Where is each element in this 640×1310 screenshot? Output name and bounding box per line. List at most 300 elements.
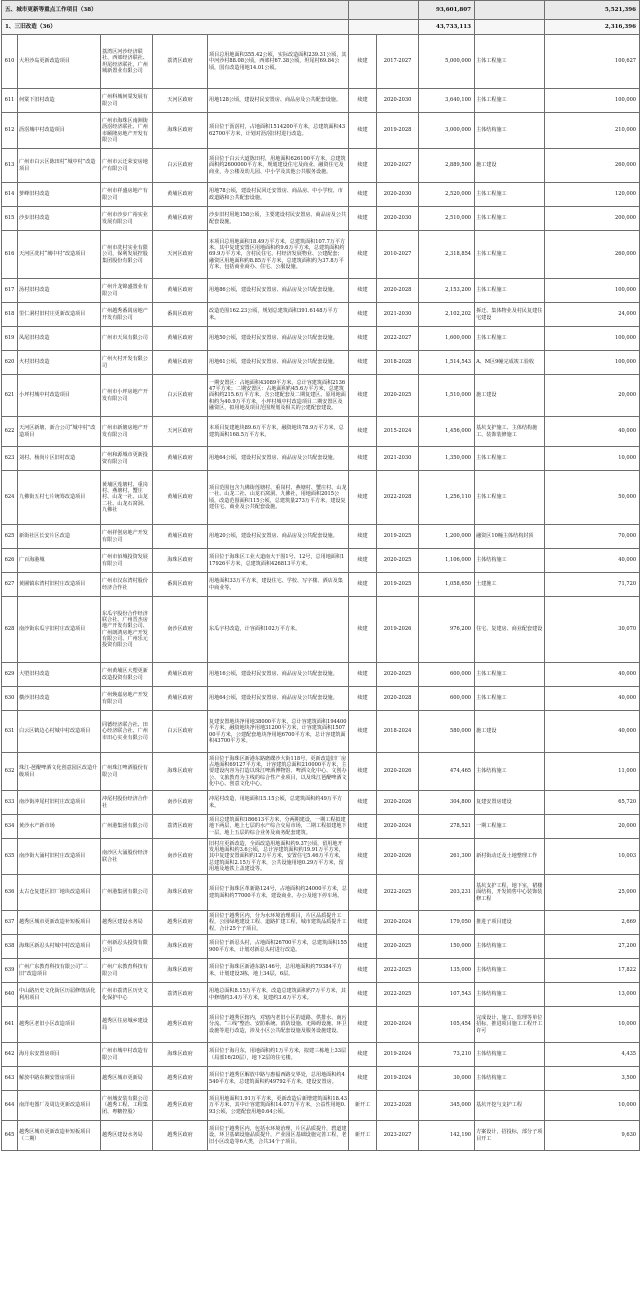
planned-investment: 40,000 bbox=[545, 711, 640, 753]
project-name: 黄圃镇东湾村旧村庄改造项目 bbox=[18, 573, 101, 597]
project-name: 汤村旧村改造 bbox=[18, 279, 101, 303]
project-number: 625 bbox=[2, 525, 18, 549]
project-description: 用地64公顷，建设村民安置房、商品房及公共配套设施。 bbox=[208, 447, 349, 471]
total-investment: 5,000,000 bbox=[419, 35, 475, 89]
project-name: 大坦沙岛更新改造项目 bbox=[18, 35, 101, 89]
section-total: 93,601,807 bbox=[419, 1, 475, 20]
construction-period: 2019-2025 bbox=[377, 573, 419, 597]
planned-investment: 71,720 bbox=[545, 573, 640, 597]
total-investment: 1,350,000 bbox=[419, 447, 475, 471]
project-name: 越秀区城市更新改造补短板项目（二期） bbox=[18, 1121, 101, 1151]
project-number: 618 bbox=[2, 303, 18, 327]
project-status: 续建 bbox=[349, 959, 377, 983]
progress-target: 主体结构施工 bbox=[475, 549, 545, 573]
progress-target: 主体结构施工 bbox=[475, 959, 545, 983]
project-status: 续建 bbox=[349, 597, 377, 663]
construction-period: 2020-2026 bbox=[377, 839, 419, 875]
progress-target: 主体结构施工 bbox=[475, 753, 545, 791]
planned-investment: 11,000 bbox=[545, 753, 640, 791]
project-number: 636 bbox=[2, 875, 18, 911]
construction-period: 2019-2025 bbox=[377, 525, 419, 549]
project-number: 612 bbox=[2, 113, 18, 149]
project-name: 解放中路东侧安置房项目 bbox=[18, 1067, 101, 1091]
planned-investment: 17,822 bbox=[545, 959, 640, 983]
construction-period: 2018-2024 bbox=[377, 711, 419, 753]
project-status: 续建 bbox=[349, 1007, 377, 1043]
project-description: 沙步旧村用地158公顷，主要建设村民安置房、商品房及公共配套设施。 bbox=[208, 207, 349, 231]
responsible-government: 番禺区政府 bbox=[153, 573, 208, 597]
project-unit: 广州火村开发有限公司 bbox=[101, 351, 153, 375]
table-row bbox=[2, 471, 640, 525]
project-description: 项目用地面积1.91万平方米，更新改造后新增建筑面积18.43万平方米，其中计容建筑面积14.07万平方米，公益性用地0.93公顷，公建配套用地0.64公顷。 bbox=[208, 1091, 349, 1121]
total-investment: 580,000 bbox=[419, 711, 475, 753]
table-row bbox=[2, 711, 640, 753]
project-number: 644 bbox=[2, 1091, 18, 1121]
subsection-title: 1、三旧改造（36） bbox=[2, 20, 349, 35]
project-unit: 广州市汉东湾村股份经济合作社 bbox=[101, 573, 153, 597]
project-number: 643 bbox=[2, 1067, 18, 1091]
project-name: 南洋电器厂及周边更新改造项目 bbox=[18, 1091, 101, 1121]
construction-period: 2023-2028 bbox=[377, 1091, 419, 1121]
responsible-government: 黄埔区政府 bbox=[153, 279, 208, 303]
project-status: 续建 bbox=[349, 35, 377, 89]
project-number: 620 bbox=[2, 351, 18, 375]
progress-target: 主体工程施工 bbox=[475, 183, 545, 207]
project-description: 旧村庄更新改造，全面改造用地面积约9.37公顷，留用地开发用地面积约3.6公顷，总计容建筑面积约19.91万平方米，其中复建安置面积约12万平方米，安置住宅5.46万平方米，总建筑面积2.15万平方米，公共设施用地0.29万平方米，留用地及地铁上盖建设等。 bbox=[208, 839, 349, 875]
construction-period: 2020-2025 bbox=[377, 935, 419, 959]
project-status: 续建 bbox=[349, 791, 377, 815]
project-status: 续建 bbox=[349, 1043, 377, 1067]
table-row bbox=[2, 1043, 640, 1067]
planned-investment: 10,000 bbox=[545, 1007, 640, 1043]
table-row bbox=[2, 351, 640, 375]
progress-target: 主体工程施工 bbox=[475, 279, 545, 303]
project-number: 641 bbox=[2, 1007, 18, 1043]
table-row bbox=[2, 207, 640, 231]
project-number: 642 bbox=[2, 1043, 18, 1067]
planned-investment: 10,000 bbox=[545, 1091, 640, 1121]
progress-target: 完成设计、施工、监理等单位招标，推进项目施工工程开工许可 bbox=[475, 1007, 545, 1043]
project-number: 639 bbox=[2, 959, 18, 983]
table-row bbox=[2, 35, 640, 89]
responsible-government: 越秀区政府 bbox=[153, 1007, 208, 1043]
total-investment: 1,106,000 bbox=[419, 549, 475, 573]
project-unit: 广州黄埔区大塱更新改造投资有限公司 bbox=[101, 663, 153, 687]
project-number: 631 bbox=[2, 711, 18, 753]
progress-target: 主体工程施工 bbox=[475, 35, 545, 89]
planned-investment: 40,000 bbox=[545, 417, 640, 447]
project-description: 一期安置区：占地面积43089平方米，总计容建筑面积213647平方米；二期安置区：占地面积约45.6万平方米，总建筑面积约215.6万平方米，含公建配套及二期复建区。原用地面积约为40.9万平方米，小坪村城中村改造项目二期安置区及融资区，拟用地及项目范围规划及相关的公建配套建设。 bbox=[208, 375, 349, 417]
project-description: 项目位于越秀区内，分为水环境治理项目，片区品质提升工程，公园绿地建设工程、道路扩建工程，城市建筑品质提升工程，合计25个子项目。 bbox=[208, 911, 349, 935]
construction-period: 2022-2028 bbox=[377, 471, 419, 525]
project-unit: 广州港集团有限公司 bbox=[101, 875, 153, 911]
planned-investment: 2,669 bbox=[545, 911, 640, 935]
total-investment: 1,514,543 bbox=[419, 351, 475, 375]
planned-investment: 50,000 bbox=[545, 471, 640, 525]
project-name: 越秀区老旧小区改造项目 bbox=[18, 1007, 101, 1043]
construction-period: 2018-2028 bbox=[377, 351, 419, 375]
table-row bbox=[2, 1091, 640, 1121]
planned-investment: 27,200 bbox=[545, 935, 640, 959]
planned-investment: 100,000 bbox=[545, 89, 640, 113]
project-status: 续建 bbox=[349, 207, 377, 231]
project-unit: 越秀区建设水务局 bbox=[101, 1121, 153, 1151]
progress-target: 主体结构施工 bbox=[475, 983, 545, 1007]
total-investment: 150,000 bbox=[419, 935, 475, 959]
project-description: 用地64公顷，建设村民安置房、商品房及公共配套设施。 bbox=[208, 687, 349, 711]
project-unit: 广州市荔湾区历史文化保护中心 bbox=[101, 983, 153, 1007]
responsible-government: 海珠区政府 bbox=[153, 113, 208, 149]
project-unit: 越秀区住房城乡建设局 bbox=[101, 1007, 153, 1043]
planned-investment: 40,000 bbox=[545, 687, 640, 711]
responsible-government: 黄埔区政府 bbox=[153, 207, 208, 231]
total-investment: 2,318,854 bbox=[419, 231, 475, 279]
table-row bbox=[2, 573, 640, 597]
project-description: 项目位于海珠区革新路124号，占地面积约24000平方米，总建筑面积约77000平方米，建设商业、办公及地下停车场。 bbox=[208, 875, 349, 911]
project-status: 续建 bbox=[349, 417, 377, 447]
project-status: 续建 bbox=[349, 447, 377, 471]
total-investment: 261,300 bbox=[419, 839, 475, 875]
project-status: 续建 bbox=[349, 911, 377, 935]
subsection-blank-2 bbox=[475, 20, 545, 35]
project-unit: 广州焕嘉房地产开发有限公司 bbox=[101, 687, 153, 711]
project-number: 640 bbox=[2, 983, 18, 1007]
project-status: 续建 bbox=[349, 935, 377, 959]
project-unit: 广州城安装有限公司（越秀工程、工程集团、粤糖控股） bbox=[101, 1091, 153, 1121]
project-status: 续建 bbox=[349, 327, 377, 351]
planned-investment: 9,630 bbox=[545, 1121, 640, 1151]
progress-target: 基坑开挖与支护工程 bbox=[475, 1091, 545, 1121]
responsible-government: 黄埔区政府 bbox=[153, 183, 208, 207]
planned-investment: 70,000 bbox=[545, 525, 640, 549]
construction-period: 2020-2030 bbox=[377, 89, 419, 113]
responsible-government: 南沙区政府 bbox=[153, 597, 208, 663]
project-unit: 广州市沙步广裕实业发展有限公司 bbox=[101, 207, 153, 231]
total-investment: 1,510,000 bbox=[419, 375, 475, 417]
total-investment: 1,456,000 bbox=[419, 417, 475, 447]
project-status: 新开工 bbox=[349, 1091, 377, 1121]
responsible-government: 荔湾区政府 bbox=[153, 35, 208, 89]
project-unit: 广州升龙锦盛置业有限公司 bbox=[101, 279, 153, 303]
table-row bbox=[2, 549, 640, 573]
project-description: 用地61公顷，建设村民安置房、商品房及公共配套设施。 bbox=[208, 351, 349, 375]
construction-period: 2020-2026 bbox=[377, 753, 419, 791]
construction-period: 2020-2025 bbox=[377, 549, 419, 573]
project-description: 项目范围包含九佛街莲塘村、重岗村、燕塘村、蟹庄村、山龙一社、山龙二社、山龙石窝洞、九佛社，用地面积2015公顷，改造范围面积115公顷，总建筑量273万平方米，建设复建住宅、商业及公共配套设施。 bbox=[208, 471, 349, 525]
project-description: 项目总用地面积355.42公顷，实际改造面积239.31公顷，其中河沙村88.08公顷，西郊村67.38公顷，坦尾村69.84公顷，国有改造用地14.01公顷。 bbox=[208, 35, 349, 89]
project-number: 611 bbox=[2, 89, 18, 113]
project-number: 626 bbox=[2, 549, 18, 573]
project-unit: 广州和源城市更新投资有限公司 bbox=[101, 447, 153, 471]
project-unit: 广州市新塘房地产开发有限公司 bbox=[101, 417, 153, 447]
total-investment: 1,200,000 bbox=[419, 525, 475, 549]
table-row bbox=[2, 935, 640, 959]
responsible-government: 海珠区政府 bbox=[153, 1043, 208, 1067]
planned-investment: 4,435 bbox=[545, 1043, 640, 1067]
table-row bbox=[2, 231, 640, 279]
project-description: 项目位于海月东，用地面积约1万平方米，拟建三栋地上33层（局部16/20层），地下2层的住宅楼。 bbox=[208, 1043, 349, 1067]
project-name: 里仁洞村旧村庄更新改造项目 bbox=[18, 303, 101, 327]
subsection-total: 43,733,113 bbox=[419, 20, 475, 35]
project-status: 续建 bbox=[349, 815, 377, 839]
planned-investment: 10,000 bbox=[545, 447, 640, 471]
table-row bbox=[2, 1121, 640, 1151]
project-description: 用地50公顷，建设村民安置房、商品房及公共配套设施。 bbox=[208, 327, 349, 351]
responsible-government: 海珠区政府 bbox=[153, 549, 208, 573]
project-unit: 广州港集团有限公司 bbox=[101, 815, 153, 839]
table-row bbox=[2, 279, 640, 303]
construction-period: 2020-2030 bbox=[377, 183, 419, 207]
project-name: 天河区冼村“城中村”改造项目 bbox=[18, 231, 101, 279]
planned-investment: 40,000 bbox=[545, 663, 640, 687]
progress-target: 主体结构施工 bbox=[475, 1067, 545, 1091]
project-description: 项目位于白云大道陈田村，用地面积626100平方米，总建筑面积约2600000平方米，规划建设住宅及商业、融资住宅及商业，办公楼及幼儿园、中小学及其他公共服务设施。 bbox=[208, 149, 349, 183]
total-investment: 142,190 bbox=[419, 1121, 475, 1151]
total-investment: 2,889,500 bbox=[419, 149, 475, 183]
total-investment: 976,200 bbox=[419, 597, 475, 663]
project-description: 用地16公顷，建设村民安置房、商品房及公共配套设施。 bbox=[208, 663, 349, 687]
project-unit: 广州市城中村改造有限公司 bbox=[101, 1043, 153, 1067]
planned-investment: 13,000 bbox=[545, 983, 640, 1007]
planned-investment: 200,000 bbox=[545, 207, 640, 231]
construction-period: 2022-2025 bbox=[377, 983, 419, 1007]
construction-period: 2021-2030 bbox=[377, 447, 419, 471]
responsible-government: 天河区政府 bbox=[153, 231, 208, 279]
project-number: 613 bbox=[2, 149, 18, 183]
section-blank bbox=[349, 1, 419, 20]
progress-target: 主体工程施工 bbox=[475, 663, 545, 687]
construction-period: 2022-2027 bbox=[377, 327, 419, 351]
total-investment: 2,153,200 bbox=[419, 279, 475, 303]
project-description: 项目位于海珠区新港东路磨碟沙大街118号，更新改造旧厂房占地面积69127平方米，计容建筑总面积210000平方米，主要建设内容为打造以珠江啤酒博物馆、啤酒文化中心、文创办公、文旅教育为主线的综合性产业项目，以及珠江琶醍啤酒文化中心、创意文化中心。 bbox=[208, 753, 349, 791]
project-unit: 广州越秀番禺房地产开发有限公司 bbox=[101, 303, 153, 327]
construction-period: 2022-2025 bbox=[377, 959, 419, 983]
subsection-plan: 2,316,396 bbox=[545, 20, 640, 35]
table-row bbox=[2, 327, 640, 351]
project-number: 622 bbox=[2, 417, 18, 447]
project-description: 用地128公顷，建设村民安置房、商品房及公共配套设施。 bbox=[208, 89, 349, 113]
project-unit: 冲尾村股份经济合作社 bbox=[101, 791, 153, 815]
project-description: 用地78公顷，建设村民回迁安置房、商品房、中小学校、市政道路和公共配套设施。 bbox=[208, 183, 349, 207]
construction-period: 2021-2030 bbox=[377, 303, 419, 327]
table-row bbox=[2, 89, 640, 113]
project-number: 623 bbox=[2, 447, 18, 471]
project-status: 续建 bbox=[349, 753, 377, 791]
table-row bbox=[2, 447, 640, 471]
project-number: 630 bbox=[2, 687, 18, 711]
table-row bbox=[2, 375, 640, 417]
construction-period: 2023-2027 bbox=[377, 1121, 419, 1151]
project-description: 项目位于新忍头村，占地面积26700平方米，总建筑面积155900平方米，计划对新忍头村进行改造。 bbox=[208, 935, 349, 959]
project-name: 南沙街冲尾村旧村庄改造项目 bbox=[18, 791, 101, 815]
table-row bbox=[2, 303, 640, 327]
construction-period: 2020-2025 bbox=[377, 375, 419, 417]
project-number: 615 bbox=[2, 207, 18, 231]
planned-investment: 100,000 bbox=[545, 327, 640, 351]
project-status: 续建 bbox=[349, 231, 377, 279]
progress-target: 复建安置房建设 bbox=[475, 791, 545, 815]
project-description: 用地面积33万平方米，建设住宅、学校、写字楼、酒店及集中商业等。 bbox=[208, 573, 349, 597]
responsible-government: 黄埔区政府 bbox=[153, 351, 208, 375]
project-name: 白云区鹤边心村城中村改造项目 bbox=[18, 711, 101, 753]
progress-target: 基坑支护施工、主体结构施工、装饰装修施工 bbox=[475, 417, 545, 447]
construction-period: 2015-2024 bbox=[377, 417, 419, 447]
project-name: 广百海港城 bbox=[18, 549, 101, 573]
total-investment: 3,640,100 bbox=[419, 89, 475, 113]
responsible-government: 黄埔区政府 bbox=[153, 447, 208, 471]
project-table bbox=[1, 0, 640, 1151]
project-unit: 广州市云迁荣安房地产有限公司 bbox=[101, 149, 153, 183]
progress-target: 土建施工 bbox=[475, 573, 545, 597]
project-status: 续建 bbox=[349, 375, 377, 417]
total-investment: 2,520,000 bbox=[419, 183, 475, 207]
planned-investment: 40,000 bbox=[545, 549, 640, 573]
planned-investment: 260,000 bbox=[545, 149, 640, 183]
project-name: 大塱旧村改造 bbox=[18, 663, 101, 687]
project-unit: 广州祥创房地产开发有限公司 bbox=[101, 525, 153, 549]
responsible-government: 白云区政府 bbox=[153, 149, 208, 183]
project-number: 629 bbox=[2, 663, 18, 687]
table-row bbox=[2, 815, 640, 839]
total-investment: 600,000 bbox=[419, 663, 475, 687]
total-investment: 1,600,000 bbox=[419, 327, 475, 351]
responsible-government: 海珠区政府 bbox=[153, 935, 208, 959]
construction-period: 2020-2024 bbox=[377, 1007, 419, 1043]
total-investment: 2,510,000 bbox=[419, 207, 475, 231]
project-status: 续建 bbox=[349, 549, 377, 573]
responsible-government: 黄埔区政府 bbox=[153, 663, 208, 687]
project-name: 中山路历史文化街区历届修缮活化利用项目 bbox=[18, 983, 101, 1007]
responsible-government: 越秀区政府 bbox=[153, 1121, 208, 1151]
planned-investment: 100,627 bbox=[545, 35, 640, 89]
project-name: 越秀区城市更新改造补短板项目 bbox=[18, 911, 101, 935]
responsible-government: 越秀区政府 bbox=[153, 1091, 208, 1121]
table-row bbox=[2, 753, 640, 791]
table-row bbox=[2, 1007, 640, 1043]
construction-period: 2017-2027 bbox=[377, 35, 419, 89]
table-row bbox=[2, 149, 640, 183]
progress-target: 融资区10幢主体结构封顶 bbox=[475, 525, 545, 549]
construction-period: 2020-2024 bbox=[377, 815, 419, 839]
project-number: 632 bbox=[2, 753, 18, 791]
total-investment: 345,000 bbox=[419, 1091, 475, 1121]
project-number: 627 bbox=[2, 573, 18, 597]
total-investment: 1,256,110 bbox=[419, 471, 475, 525]
project-number: 624 bbox=[2, 471, 18, 525]
progress-target: 新村街动迁及土地整理工作 bbox=[475, 839, 545, 875]
project-number: 621 bbox=[2, 375, 18, 417]
planned-investment: 24,000 bbox=[545, 303, 640, 327]
project-name: 火村旧村改造 bbox=[18, 351, 101, 375]
table-row bbox=[2, 959, 640, 983]
planned-investment: 120,000 bbox=[545, 183, 640, 207]
responsible-government: 天河区政府 bbox=[153, 417, 208, 447]
project-number: 638 bbox=[2, 935, 18, 959]
project-name: 海月东安置房项目 bbox=[18, 1043, 101, 1067]
project-unit: 东瓜宇股份合作经济联合社、广州晋杰房地产开发有限公司、广州朗鸿房地产开发有限公司、广州乐元投资有限公司 bbox=[101, 597, 153, 663]
table-row bbox=[2, 911, 640, 935]
progress-target: 主体工程施工 bbox=[475, 327, 545, 351]
project-name: 沥滘城中村改造项目 bbox=[18, 113, 101, 149]
project-number: 645 bbox=[2, 1121, 18, 1151]
project-status: 续建 bbox=[349, 303, 377, 327]
planned-investment: 100,000 bbox=[545, 351, 640, 375]
project-unit: 越秀区建设水务局 bbox=[101, 911, 153, 935]
project-unit: 广州市佰城投资发展有限公司 bbox=[101, 549, 153, 573]
responsible-government: 白云区政府 bbox=[153, 711, 208, 753]
project-status: 续建 bbox=[349, 983, 377, 1007]
table-row bbox=[2, 687, 640, 711]
responsible-government: 黄埔区政府 bbox=[153, 525, 208, 549]
responsible-government: 海珠区政府 bbox=[153, 753, 208, 791]
project-description: 用地20公顷，建设村民安置房、商品房及公共配套设施。 bbox=[208, 525, 349, 549]
total-investment: 1,058,650 bbox=[419, 573, 475, 597]
planned-investment: 3,500 bbox=[545, 1067, 640, 1091]
project-status: 续建 bbox=[349, 471, 377, 525]
responsible-government: 黄埔区政府 bbox=[153, 687, 208, 711]
progress-target: 住宅、复建房、商业配套建设 bbox=[475, 597, 545, 663]
project-status: 续建 bbox=[349, 149, 377, 183]
progress-target: 主体工程施工 bbox=[475, 89, 545, 113]
table-row bbox=[2, 525, 640, 549]
total-investment: 278,521 bbox=[419, 815, 475, 839]
project-status: 续建 bbox=[349, 525, 377, 549]
project-unit: 广州科城何棠发展有限公司 bbox=[101, 89, 153, 113]
table-row bbox=[2, 1067, 640, 1091]
project-description: 项目总建筑面积186613平方米，分两期建设，一期工程拟建地下两层，地上七层的水产综合交易市场，二期工程拟建地下一层，地上五层的综合业务及商务配套建筑。 bbox=[208, 815, 349, 839]
total-investment: 304,800 bbox=[419, 791, 475, 815]
project-number: 619 bbox=[2, 327, 18, 351]
planned-investment: 100,000 bbox=[545, 279, 640, 303]
project-description: 项目位于越秀区辖内，对辖内老旧小区的道路、供排水、南污分流、“三线”整治、安防系统、消防设施、无障碍设施、环卫设施等进行改造，涉及小区公共配套设施及服务设施建设。 bbox=[208, 1007, 349, 1043]
project-description: 项目位于沥滘村，占地面积1514200平方米，总建筑面积4362700平方米，计划对沥滘旧村进行改造。 bbox=[208, 113, 349, 149]
project-number: 628 bbox=[2, 597, 18, 663]
project-name: 凤尾旧村改造 bbox=[18, 327, 101, 351]
progress-target: 主体工程施工 bbox=[475, 207, 545, 231]
total-investment: 107,543 bbox=[419, 983, 475, 1007]
section-blank-2 bbox=[475, 1, 545, 20]
table-row bbox=[2, 113, 640, 149]
subsection-header-row bbox=[2, 20, 640, 35]
progress-target: 主体工程施工 bbox=[475, 471, 545, 525]
project-description: 复建安置地块净用地38000平方米，总计容建筑面积194400平方米，融资地块净用地31200平方米，计容建筑面积150700平方米，公建配套地块净用地6700平方米，总计容建筑面积43700平方米。 bbox=[208, 711, 349, 753]
construction-period: 2019-2024 bbox=[377, 1043, 419, 1067]
construction-period: 2019-2026 bbox=[377, 597, 419, 663]
construction-period: 2020-2027 bbox=[377, 149, 419, 183]
project-description: 本项目总用地面积18.49万平方米，总建筑面积107.7万平方米，其中复建安置区用地面积约9.6万平方米，总建筑面积约69.9万平方米，含村民住宅、村经济发展物业、公建配套；融资区用地面积约8.85万平方米，总建筑面积约为37.8万平方米，包括商业商办、住宅、公服设施。 bbox=[208, 231, 349, 279]
project-name: 九佛街五村七片统筹改造项目 bbox=[18, 471, 101, 525]
table-row bbox=[2, 417, 640, 447]
responsible-government: 白云区政府 bbox=[153, 375, 208, 417]
total-investment: 30,000 bbox=[419, 1067, 475, 1091]
project-number: 617 bbox=[2, 279, 18, 303]
planned-investment: 20,000 bbox=[545, 815, 640, 839]
project-name: 海珠区新忍头村城中村改造项目 bbox=[18, 935, 101, 959]
responsible-government: 黄埔区政府 bbox=[153, 327, 208, 351]
project-unit: 荔湾区河沙经济联社、西郊经济联社、坦尾经济联社，广州城新置业有限公司 bbox=[101, 35, 153, 89]
project-status: 续建 bbox=[349, 711, 377, 753]
project-name: 南沙街东瓜宇旧村庄改造项目 bbox=[18, 597, 101, 663]
table-body bbox=[2, 1, 640, 1151]
project-name: 何棠下旧村改造 bbox=[18, 89, 101, 113]
project-description: 冲尾村改造，用地面积15.15公顷，总建筑面积约49万平方米。 bbox=[208, 791, 349, 815]
construction-period: 2020-2024 bbox=[377, 911, 419, 935]
project-number: 616 bbox=[2, 231, 18, 279]
table-row bbox=[2, 663, 640, 687]
project-unit: 黄埔区莲塘村、重岗村、燕塘村、蟹庄村、山龙一社、山龙二社、山龙石窝洞、九佛社 bbox=[101, 471, 153, 525]
construction-period: 2010-2027 bbox=[377, 231, 419, 279]
project-description: 项目位于越秀区内，包括水环境治理，片区品质提升，碧道建设，环卫基础设施品质提升，产业园区基础设施完善工程，老旧小区改造等6大类，合共34个子项目。 bbox=[208, 1121, 349, 1151]
